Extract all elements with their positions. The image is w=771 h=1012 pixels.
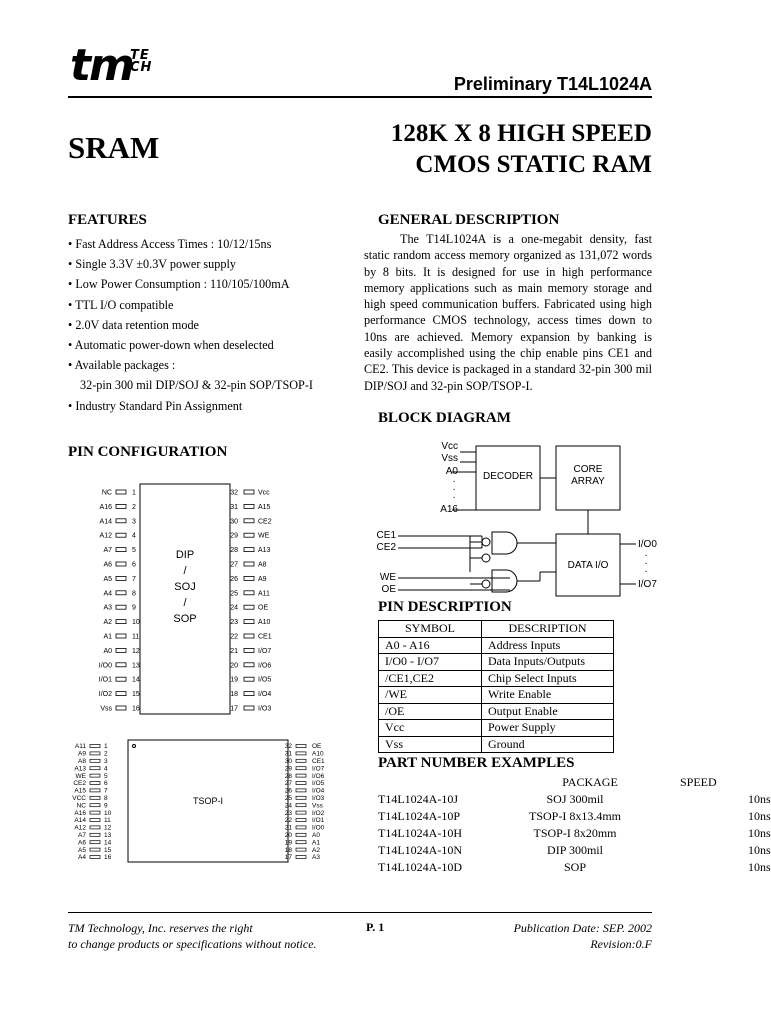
pin-label: I/O1 (312, 817, 325, 825)
document-title: Preliminary T14L1024A (453, 74, 652, 94)
pin-lead (90, 826, 100, 829)
pin-number: 24 (230, 604, 238, 612)
footer-disclaimer: TM Technology, Inc. reserves the right to change products or specifications without notice. (68, 921, 317, 951)
dots: · (644, 558, 648, 569)
pin-label: A14 (99, 518, 112, 526)
pin-lead (244, 591, 254, 595)
pin-number: 13 (104, 832, 112, 839)
pin-number: 31 (230, 503, 238, 511)
pin-label: A14 (74, 817, 86, 825)
we-label: WE (379, 572, 396, 583)
pin-number: 3 (132, 518, 136, 526)
pin-number: 8 (104, 795, 108, 802)
pin-lead (90, 752, 100, 755)
pin-number: 4 (104, 765, 108, 773)
pin-number: 28 (230, 547, 238, 555)
pin-lead (90, 804, 100, 807)
pin-number: 18 (230, 691, 238, 699)
tsop-label: TSOP-I (192, 796, 224, 806)
pin-lead (296, 759, 306, 762)
pin-label: A7 (103, 547, 112, 555)
pin-lead (116, 548, 126, 552)
pin-label: CE2 (258, 518, 272, 526)
pin-number: 28 (284, 772, 292, 780)
footer-publication: Publication Date: SEP. 2002 Revision:0.F (513, 921, 652, 951)
pin-label: WE (258, 532, 270, 540)
general-description-heading: GENERAL DESCRIPTION (378, 212, 560, 228)
array-label: ARRAY (571, 476, 605, 487)
oe-label: OE (381, 584, 396, 595)
pin-number: 20 (284, 832, 292, 839)
pin-label: A3 (312, 854, 320, 862)
a0-label: A0 (445, 466, 458, 477)
pin-lead (116, 519, 126, 523)
dots: · (452, 492, 456, 503)
pin-lead (116, 490, 126, 494)
pin-number: 15 (104, 846, 112, 854)
pin-lead (296, 833, 306, 836)
list-item: T14L1024A-10P TSOP-I 8x13.4mm 10ns (378, 809, 771, 823)
pin-label: A10 (312, 750, 324, 758)
pin-lead (116, 533, 126, 537)
pin-label: A2 (103, 619, 112, 627)
pin-lead (90, 833, 100, 836)
vcc-label: Vcc (441, 441, 458, 452)
pin-label: A11 (258, 590, 270, 598)
pin-number: 10 (104, 809, 112, 817)
pin-number: 2 (104, 750, 108, 758)
pin-label: A8 (258, 561, 267, 569)
package-label: / (183, 565, 187, 577)
pin-lead (116, 663, 126, 667)
pin-lead (296, 745, 306, 748)
block-diagram (370, 432, 660, 602)
table-row: I/O0 - I/O7 Data Inputs/Outputs (379, 654, 614, 671)
pin-number: 16 (132, 705, 140, 713)
pin-number: 11 (132, 633, 140, 641)
dots: · (452, 476, 456, 487)
table-row: /WE Write Enable (379, 687, 614, 704)
company-logo (70, 40, 153, 91)
pin-label: OE (258, 604, 269, 612)
pin-lead (244, 519, 254, 523)
pin-number: 26 (230, 575, 238, 583)
pin-label: Vcc (258, 489, 270, 497)
pin-label: I/O0 (98, 662, 112, 670)
pin-label: A7 (78, 832, 86, 839)
pin-number: 22 (284, 817, 292, 825)
core-label: CORE (573, 464, 603, 475)
pin-number: 8 (132, 590, 136, 598)
block-diagram-heading: BLOCK DIAGRAM (378, 410, 511, 426)
pin-label: I/O7 (312, 765, 325, 773)
pin-label: I/O5 (312, 780, 325, 788)
ce2-label: CE2 (376, 542, 396, 553)
pin-number: 18 (284, 846, 292, 854)
pin-label: A12 (99, 532, 112, 540)
pin-number: 22 (230, 633, 238, 641)
pin-number: 5 (132, 547, 136, 555)
product-category: SRAM (68, 130, 160, 165)
pin-lead (116, 605, 126, 609)
pin-label: A5 (78, 846, 86, 854)
pin-label: NC (101, 489, 112, 497)
pin-number: 21 (284, 824, 292, 832)
pin-label: I/O4 (258, 691, 272, 699)
pin-number: 14 (104, 839, 112, 847)
pin-label: CE2 (73, 780, 86, 788)
pin-description-table (378, 620, 614, 753)
pin-lead (296, 767, 306, 770)
feature-item: • Available packages : (68, 358, 176, 373)
pin-number: 1 (104, 743, 108, 751)
dots: · (644, 550, 648, 561)
pin-lead (296, 752, 306, 755)
pin-lead (244, 648, 254, 652)
pin-lead (296, 796, 306, 799)
pin-number: 25 (284, 795, 292, 802)
logo-sub: TE CH (130, 48, 153, 75)
ce1-label: CE1 (376, 530, 396, 541)
pin-lead (116, 677, 126, 681)
pin-lead (116, 634, 126, 638)
table-row: Vcc Power Supply (379, 720, 614, 737)
pin-lead (116, 562, 126, 566)
pin-lead (296, 856, 306, 859)
pin-number: 21 (230, 647, 238, 655)
pin-number: 9 (132, 604, 136, 612)
and-gate (492, 570, 517, 592)
pin-number: 12 (132, 647, 140, 655)
pin-label: WE (75, 772, 86, 780)
pin-label: I/O2 (98, 691, 112, 699)
pin-label: A16 (74, 809, 86, 817)
general-description-text: The T14L1024A is a one-megabit density, fast static random access memory organized as 131,072 words by 8 bits. It is designed for use in high performance memory applications such as main memory storage and high speed communication buffers. Fabricated using high performance CMOS technology, access times down to 10ns are achieved. Memory expansion by banking is easily accomplished using the chip enable pins CE1 and CE2. This device is packaged in a standard 32-pin 300 mil DIP/SOJ and 32-pin SOP/TSOP-I. (364, 232, 652, 393)
pin-lead (296, 826, 306, 829)
table-header-row (379, 621, 614, 638)
pin-lead (90, 848, 100, 851)
pin-number: 20 (230, 662, 238, 670)
pin-number: 7 (132, 575, 136, 583)
pin-label: A15 (74, 787, 86, 795)
pin-label: I/O7 (258, 647, 272, 655)
feature-item: 32-pin 300 mil DIP/SOJ & 32-pin SOP/TSOP-I (80, 378, 313, 393)
pin-number: 26 (284, 787, 292, 795)
pin-label: A1 (312, 839, 320, 847)
pin-lead (244, 634, 254, 638)
pin-number: 27 (284, 780, 292, 788)
pin-number: 23 (230, 619, 238, 627)
pin-label: A0 (312, 832, 320, 839)
and-gate (492, 532, 517, 554)
pin-label: Vss (100, 705, 112, 713)
pin-lead (296, 811, 306, 814)
pin-label: I/O5 (258, 676, 272, 684)
pin-label: I/O6 (258, 662, 272, 670)
pin-number: 3 (104, 758, 108, 765)
list-item: T14L1024A-10J SOJ 300mil 10ns (378, 792, 771, 806)
pin-label: Vss (312, 802, 323, 810)
pin-lead (90, 796, 100, 799)
pin-number: 27 (230, 561, 238, 569)
pin-number: 10 (132, 619, 140, 627)
pin-label: A9 (258, 575, 267, 583)
list-item: T14L1024A-10H TSOP-I 8x20mm 10ns (378, 826, 771, 840)
pin-number: 25 (230, 590, 238, 598)
io7-label: I/O7 (638, 579, 657, 590)
pin-number: 30 (230, 518, 238, 526)
pin-lead (90, 789, 100, 792)
feature-item: • Fast Address Access Times : 10/12/15ns (68, 237, 272, 251)
feature-item: • TTL I/O compatible (68, 297, 174, 312)
pin-lead (244, 533, 254, 537)
pin-lead (116, 706, 126, 710)
pin-lead (244, 562, 254, 566)
pin-label: I/O6 (312, 772, 325, 780)
pin-label: A11 (74, 743, 86, 751)
pin-number: 32 (230, 489, 238, 497)
pin-number: 29 (284, 765, 292, 773)
page-number: P. 1 (366, 920, 385, 934)
pin-lead (296, 789, 306, 792)
pin-lead (116, 648, 126, 652)
pin-number: 19 (284, 839, 292, 847)
pin-label: A9 (78, 750, 86, 758)
pin-label: I/O2 (312, 809, 325, 817)
pin-lead (90, 782, 100, 785)
package-label: SOP (173, 613, 197, 625)
pin-label: I/O3 (312, 795, 325, 802)
pin-label: A13 (258, 547, 271, 555)
pin-number: 15 (132, 691, 140, 699)
table-row: /OE Output Enable (379, 703, 614, 720)
pin-number: 1 (132, 489, 136, 497)
package-label: SOJ (174, 581, 196, 593)
pin-lead (116, 504, 126, 508)
pin-label: A5 (103, 575, 112, 583)
pin-label: CE1 (258, 633, 272, 641)
pin-label: A4 (103, 590, 112, 598)
pin-lead (296, 804, 306, 807)
pin-lead (90, 856, 100, 859)
pin-number: 31 (284, 750, 292, 758)
pin-number: 2 (132, 503, 136, 511)
pin-label: NC (76, 802, 86, 810)
features-heading: FEATURES (68, 212, 147, 228)
pin-lead (244, 605, 254, 609)
feature-item: • Industry Standard Pin Assignment (68, 398, 243, 413)
pin-number: 16 (104, 854, 112, 862)
pin-number: 13 (132, 662, 140, 670)
part-number-header: PACKAGE SPEED (562, 775, 717, 789)
decoder-label: DECODER (482, 471, 534, 482)
list-item: T14L1024A-10D SOP 10ns (378, 860, 771, 874)
pin-label: OE (312, 743, 322, 751)
pin-lead (296, 848, 306, 851)
pin-lead (244, 576, 254, 580)
pin-number: 9 (104, 802, 108, 810)
feature-item: • Automatic power-down when deselected (68, 338, 274, 353)
dots: · (452, 484, 456, 495)
pin-lead (90, 774, 100, 777)
data-io-label: DATA I/O (567, 560, 609, 571)
part-number-heading: PART NUMBER EXAMPLES (378, 755, 575, 771)
dots: · (644, 566, 648, 577)
tsop-package-diagram (68, 738, 348, 868)
pin-lead (116, 591, 126, 595)
pin-label: I/O4 (312, 787, 325, 795)
pin-lead (244, 663, 254, 667)
pin-number: 7 (104, 787, 108, 795)
pin-lead (116, 620, 126, 624)
pin-lead (90, 767, 100, 770)
pin-number: 32 (284, 743, 292, 751)
pin-number: 19 (230, 676, 238, 684)
pin-label: A13 (74, 765, 86, 773)
pin-label: A15 (258, 503, 271, 511)
pin-lead (244, 620, 254, 624)
pin-lead (90, 841, 100, 844)
product-title: 128K X 8 HIGH SPEED CMOS STATIC RAM (390, 120, 652, 178)
pin-lead (244, 548, 254, 552)
dip-package-diagram (68, 480, 298, 720)
pin-lead (296, 841, 306, 844)
pin-label: A4 (78, 854, 86, 862)
pin-lead (244, 692, 254, 696)
pin-label: I/O0 (312, 824, 325, 832)
pin-number: 17 (284, 854, 292, 862)
pin-number: 29 (230, 532, 238, 540)
pin-lead (244, 706, 254, 710)
pin-lead (296, 774, 306, 777)
pin-number: 11 (104, 817, 111, 825)
pin-number: 14 (132, 676, 140, 684)
list-item: T14L1024A-10N DIP 300mil 10ns (378, 843, 771, 857)
pin-label: A2 (312, 846, 320, 854)
column-header: SYMBOL (379, 621, 482, 638)
pin-label: A0 (103, 647, 112, 655)
pin-label: A8 (78, 758, 86, 765)
pin-configuration-heading: PIN CONFIGURATION (68, 444, 228, 460)
package-label: / (183, 597, 187, 609)
pin-number: 12 (104, 824, 112, 832)
pin-number: 30 (284, 758, 292, 765)
logo-main: tm (70, 40, 133, 91)
pin-lead (116, 692, 126, 696)
pin-lead (244, 677, 254, 681)
pin-label: A16 (99, 503, 112, 511)
pin-label: A10 (258, 619, 271, 627)
table-row: /CE1,CE2 Chip Select Inputs (379, 670, 614, 687)
pin-label: I/O1 (98, 676, 112, 684)
pin-number: 5 (104, 772, 108, 780)
feature-item: • Low Power Consumption : 110/105/100mA (68, 277, 290, 292)
feature-item: • 2.0V data retention mode (68, 317, 199, 332)
pin-lead (116, 576, 126, 580)
a16-label: A16 (440, 504, 458, 515)
features-list (68, 234, 358, 416)
vss-label: Vss (441, 453, 458, 464)
pin-label: I/O3 (258, 705, 272, 713)
pin-description-heading: PIN DESCRIPTION (378, 599, 512, 615)
pin-label: CE1 (312, 758, 325, 765)
table-row: A0 - A16 Address Inputs (379, 637, 614, 654)
pin-label: A6 (103, 561, 112, 569)
feature-item: • Single 3.3V ±0.3V power supply (68, 257, 236, 272)
pin-lead (296, 819, 306, 822)
general-description (364, 231, 652, 394)
pin-number: 24 (284, 802, 292, 810)
package-label: DIP (175, 549, 195, 561)
pin-label: A12 (74, 824, 86, 832)
header-rule (68, 96, 652, 98)
pin-number: 23 (284, 809, 292, 817)
pin-lead (244, 504, 254, 508)
table-row: Vss Ground (379, 736, 614, 753)
io0-label: I/O0 (638, 539, 657, 550)
pin-lead (296, 782, 306, 785)
pin-lead (90, 819, 100, 822)
pin-lead (90, 759, 100, 762)
footer-rule (68, 912, 652, 913)
pin-number: 4 (132, 532, 136, 540)
pin-lead (90, 811, 100, 814)
pin-lead (90, 745, 100, 748)
column-header: DESCRIPTION (482, 621, 614, 638)
pin-number: 6 (132, 561, 136, 569)
pin-number: 6 (104, 780, 108, 788)
pin-label: A1 (103, 633, 112, 641)
pin-label: A3 (103, 604, 112, 612)
pin-number: 17 (230, 705, 238, 713)
pin-label: VCC (72, 795, 86, 802)
part-number-list (378, 774, 771, 876)
pin-label: A6 (78, 839, 86, 847)
pin-lead (244, 490, 254, 494)
